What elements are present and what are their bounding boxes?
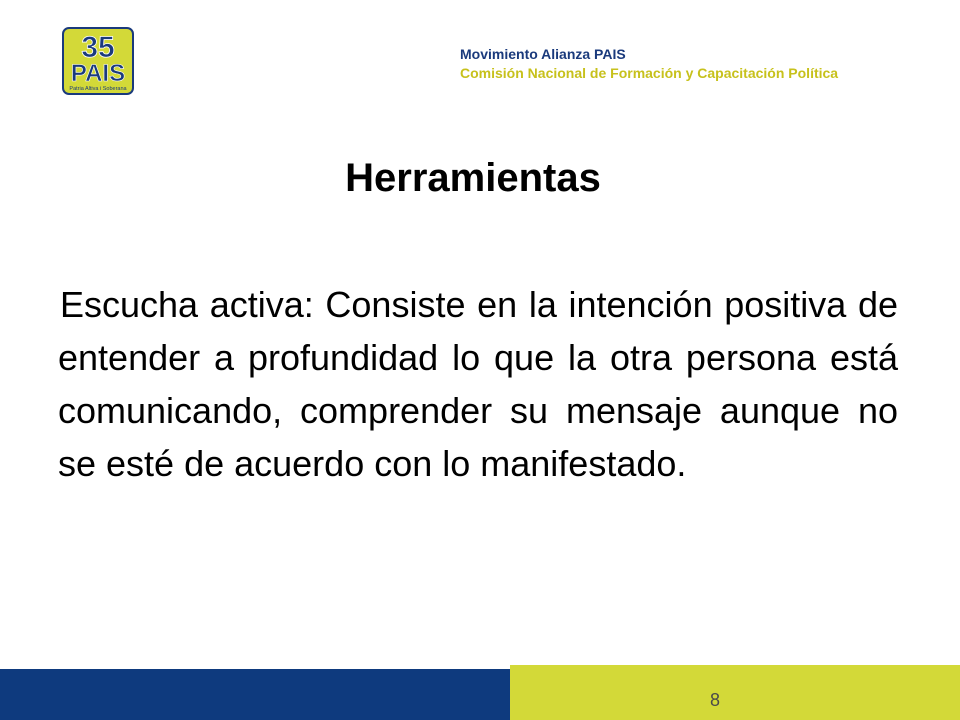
logo-word: PAIS xyxy=(70,60,126,87)
body-paragraph: Escucha activa: Consiste en la intención positiva de entender a profundidad lo que la otra persona está comunicando, comprender su mensaje aunque no se esté de acuerdo con lo manifestado. xyxy=(58,284,898,484)
logo-number: 35 xyxy=(81,31,115,64)
page-number: 8 xyxy=(709,690,720,710)
organization-name: Movimiento Alianza PAIS xyxy=(460,46,626,62)
slide-title: Herramientas xyxy=(345,156,601,200)
logo-tagline: Patria Altiva i Soberana xyxy=(69,86,127,92)
organization-header xyxy=(460,45,940,83)
alianza-pais-logo xyxy=(62,27,134,95)
commission-name: Comisión Nacional de Formación y Capacitación Política xyxy=(460,65,839,81)
